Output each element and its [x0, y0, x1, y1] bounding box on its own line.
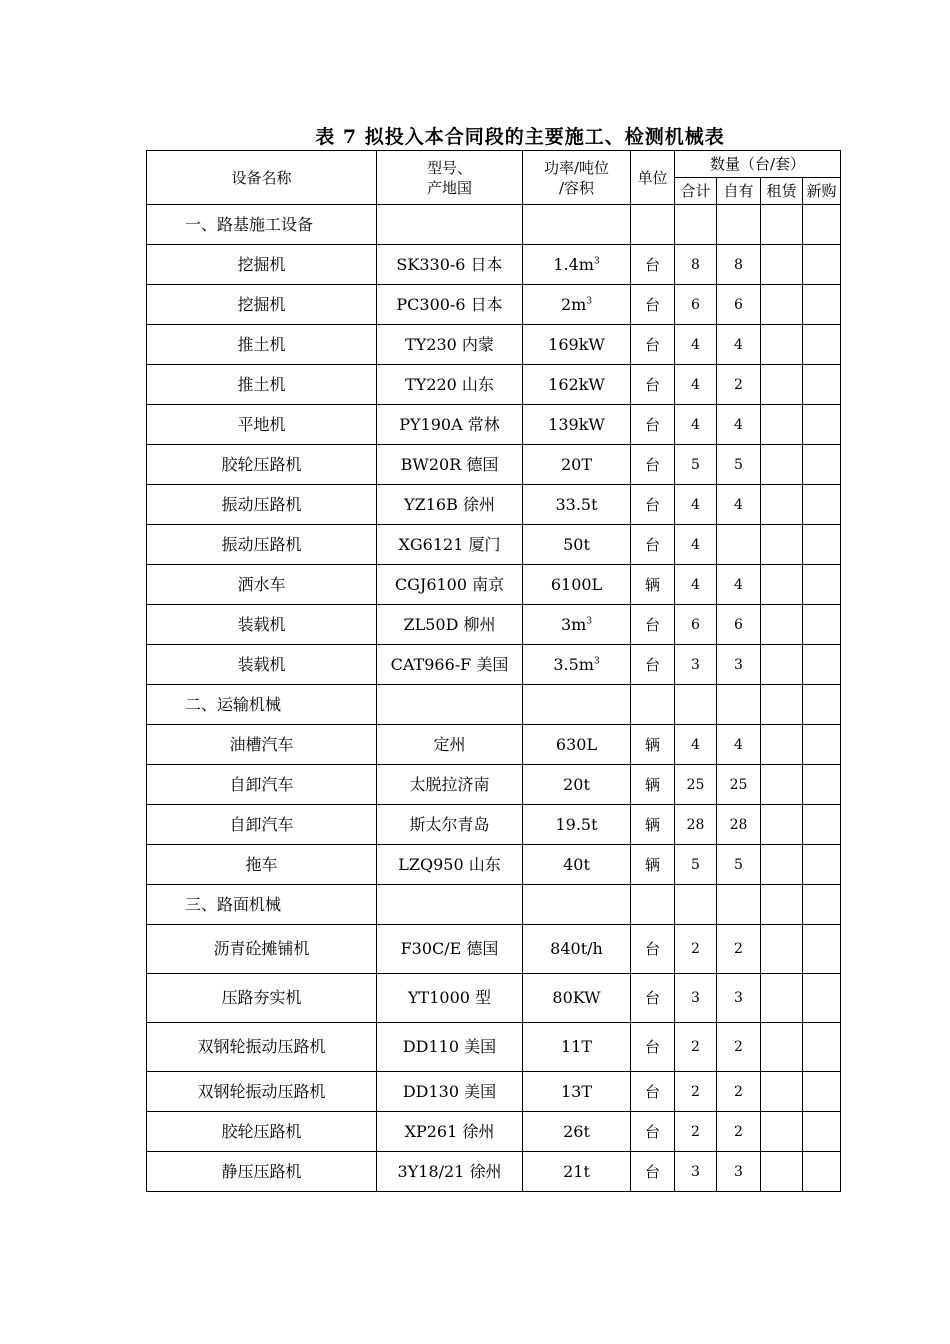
- cell-power: [523, 1152, 631, 1192]
- cell-total: 28: [675, 805, 717, 845]
- cell-name: 推土机: [147, 365, 377, 405]
- cell-new: [803, 605, 841, 645]
- cell-name: 压路夯实机: [147, 974, 377, 1023]
- power-value: 3.5m: [553, 654, 594, 674]
- cell-own: 4: [717, 725, 761, 765]
- cell-rent: [761, 925, 803, 974]
- cell-name: 静压压路机: [147, 1152, 377, 1192]
- cell-rent: [761, 1152, 803, 1192]
- cell-unit: 台: [631, 365, 675, 405]
- equipment-table: [146, 150, 841, 1192]
- power-exponent: 3: [593, 656, 600, 667]
- cell-model: CGJ6100 南京: [377, 565, 523, 605]
- cell-model: PY190A 常林: [377, 405, 523, 445]
- cell-new: [803, 445, 841, 485]
- section-row: [147, 685, 841, 725]
- cell-new: [803, 325, 841, 365]
- empty-cell: [717, 685, 761, 725]
- empty-cell: [523, 885, 631, 925]
- cell-own: 2: [717, 1112, 761, 1152]
- cell-new: [803, 485, 841, 525]
- header-power: 功率/吨位 /容积: [523, 151, 631, 205]
- cell-unit: 台: [631, 605, 675, 645]
- empty-cell: [523, 205, 631, 245]
- cell-new: [803, 1112, 841, 1152]
- cell-power: [523, 525, 631, 565]
- cell-own: 3: [717, 645, 761, 685]
- table-row: [147, 1112, 841, 1152]
- cell-power: [523, 485, 631, 525]
- cell-power: [523, 725, 631, 765]
- empty-cell: [377, 885, 523, 925]
- header-quantity: 数量（台/套）: [675, 151, 841, 178]
- table-row: [147, 605, 841, 645]
- cell-name: 振动压路机: [147, 525, 377, 565]
- cell-new: [803, 285, 841, 325]
- empty-cell: [631, 885, 675, 925]
- table-row: [147, 325, 841, 365]
- power-value: 2m: [560, 294, 587, 314]
- cell-model: DD130 美国: [377, 1072, 523, 1112]
- cell-name: 振动压路机: [147, 485, 377, 525]
- empty-cell: [675, 205, 717, 245]
- cell-power: [523, 1112, 631, 1152]
- cell-name: 挖掘机: [147, 245, 377, 285]
- cell-model: YZ16B 徐州: [377, 485, 523, 525]
- cell-total: 4: [675, 325, 717, 365]
- cell-rent: [761, 485, 803, 525]
- cell-new: [803, 845, 841, 885]
- cell-name: 胶轮压路机: [147, 1112, 377, 1152]
- cell-rent: [761, 445, 803, 485]
- table-row: [147, 405, 841, 445]
- cell-own: 4: [717, 405, 761, 445]
- table-row: [147, 525, 841, 565]
- cell-power: [523, 1023, 631, 1072]
- power-value: 21t: [563, 1161, 590, 1181]
- cell-model: TY220 山东: [377, 365, 523, 405]
- cell-total: 2: [675, 1023, 717, 1072]
- table-row: [147, 1152, 841, 1192]
- cell-total: 4: [675, 405, 717, 445]
- table-row: [147, 485, 841, 525]
- cell-unit: 台: [631, 1152, 675, 1192]
- cell-name: 双钢轮振动压路机: [147, 1072, 377, 1112]
- section-label: 二、运输机械: [147, 685, 377, 725]
- cell-name: 装载机: [147, 605, 377, 645]
- power-value: 33.5t: [555, 494, 598, 514]
- cell-unit: 台: [631, 1112, 675, 1152]
- power-value: 3m: [560, 614, 587, 634]
- cell-rent: [761, 1072, 803, 1112]
- cell-rent: [761, 605, 803, 645]
- empty-cell: [675, 885, 717, 925]
- empty-cell: [631, 205, 675, 245]
- cell-new: [803, 805, 841, 845]
- cell-power: [523, 925, 631, 974]
- power-value: 50t: [563, 534, 590, 554]
- cell-own: [717, 525, 761, 565]
- cell-rent: [761, 725, 803, 765]
- empty-cell: [631, 685, 675, 725]
- cell-rent: [761, 565, 803, 605]
- cell-own: 2: [717, 1072, 761, 1112]
- empty-cell: [761, 205, 803, 245]
- cell-total: 5: [675, 845, 717, 885]
- header-rent: 租赁: [761, 178, 803, 205]
- power-value: 20t: [563, 774, 590, 794]
- cell-unit: 台: [631, 445, 675, 485]
- table-row: [147, 1023, 841, 1072]
- empty-cell: [675, 685, 717, 725]
- cell-total: 4: [675, 565, 717, 605]
- cell-total: 4: [675, 365, 717, 405]
- cell-own: 3: [717, 974, 761, 1023]
- cell-own: 4: [717, 325, 761, 365]
- cell-rent: [761, 845, 803, 885]
- header-new: 新购: [803, 178, 841, 205]
- cell-power: [523, 845, 631, 885]
- cell-model: BW20R 德国: [377, 445, 523, 485]
- empty-cell: [761, 885, 803, 925]
- power-value: 11T: [560, 1037, 593, 1056]
- cell-name: 双钢轮振动压路机: [147, 1023, 377, 1072]
- cell-model: XP261 徐州: [377, 1112, 523, 1152]
- cell-name: 平地机: [147, 405, 377, 445]
- empty-cell: [717, 885, 761, 925]
- cell-rent: [761, 765, 803, 805]
- table-row: [147, 445, 841, 485]
- cell-unit: 辆: [631, 805, 675, 845]
- cell-power: [523, 645, 631, 685]
- cell-model: F30C/E 德国: [377, 925, 523, 974]
- cell-power: [523, 605, 631, 645]
- power-value: 6100L: [550, 574, 603, 594]
- empty-cell: [803, 205, 841, 245]
- cell-unit: 台: [631, 405, 675, 445]
- cell-new: [803, 405, 841, 445]
- cell-unit: 台: [631, 1072, 675, 1112]
- cell-unit: 辆: [631, 765, 675, 805]
- cell-new: [803, 725, 841, 765]
- cell-own: 5: [717, 445, 761, 485]
- table-row: [147, 645, 841, 685]
- cell-new: [803, 925, 841, 974]
- cell-rent: [761, 525, 803, 565]
- empty-cell: [717, 205, 761, 245]
- table-row: [147, 845, 841, 885]
- empty-cell: [523, 685, 631, 725]
- power-value: 1.4m: [553, 254, 594, 274]
- cell-model: LZQ950 山东: [377, 845, 523, 885]
- cell-total: 6: [675, 285, 717, 325]
- power-value: 630L: [555, 734, 598, 754]
- cell-own: 5: [717, 845, 761, 885]
- table-row: [147, 285, 841, 325]
- cell-own: 6: [717, 285, 761, 325]
- cell-total: 6: [675, 605, 717, 645]
- cell-rent: [761, 365, 803, 405]
- cell-unit: 辆: [631, 845, 675, 885]
- cell-total: 4: [675, 525, 717, 565]
- cell-name: 挖掘机: [147, 285, 377, 325]
- cell-unit: 台: [631, 925, 675, 974]
- cell-total: 8: [675, 245, 717, 285]
- table-row: [147, 245, 841, 285]
- power-value: 26t: [563, 1121, 590, 1141]
- cell-model: ZL50D 柳州: [377, 605, 523, 645]
- cell-unit: 台: [631, 645, 675, 685]
- cell-power: [523, 285, 631, 325]
- cell-model: 太脱拉济南: [377, 765, 523, 805]
- cell-total: 4: [675, 485, 717, 525]
- cell-total: 5: [675, 445, 717, 485]
- cell-power: [523, 365, 631, 405]
- power-value: 162kW: [548, 374, 605, 394]
- cell-own: 28: [717, 805, 761, 845]
- cell-total: 3: [675, 974, 717, 1023]
- cell-total: 2: [675, 925, 717, 974]
- cell-total: 3: [675, 1152, 717, 1192]
- cell-power: [523, 805, 631, 845]
- power-value: 840t/h: [550, 939, 603, 958]
- table-row: [147, 725, 841, 765]
- cell-total: 3: [675, 645, 717, 685]
- power-exponent: 3: [586, 616, 593, 627]
- power-value: 80KW: [552, 988, 601, 1007]
- table-row: [147, 805, 841, 845]
- cell-total: 25: [675, 765, 717, 805]
- header-total: 合计: [675, 178, 717, 205]
- cell-own: 4: [717, 485, 761, 525]
- cell-rent: [761, 325, 803, 365]
- cell-name: 洒水车: [147, 565, 377, 605]
- cell-power: [523, 325, 631, 365]
- cell-unit: 辆: [631, 725, 675, 765]
- header-unit: 单位: [631, 151, 675, 205]
- cell-name: 沥青砼摊铺机: [147, 925, 377, 974]
- cell-unit: 台: [631, 245, 675, 285]
- cell-model: YT1000 型: [377, 974, 523, 1023]
- cell-power: [523, 445, 631, 485]
- section-label: 一、路基施工设备: [147, 205, 377, 245]
- cell-rent: [761, 405, 803, 445]
- cell-model: SK330-6 日本: [377, 245, 523, 285]
- cell-name: 拖车: [147, 845, 377, 885]
- power-exponent: 3: [593, 256, 600, 267]
- cell-own: 3: [717, 1152, 761, 1192]
- cell-power: [523, 765, 631, 805]
- cell-name: 自卸汽车: [147, 765, 377, 805]
- section-label: 三、路面机械: [147, 885, 377, 925]
- table-row: [147, 1072, 841, 1112]
- cell-name: 自卸汽车: [147, 805, 377, 845]
- cell-new: [803, 565, 841, 605]
- empty-cell: [803, 685, 841, 725]
- power-exponent: 3: [586, 296, 593, 307]
- cell-power: [523, 245, 631, 285]
- cell-unit: 台: [631, 485, 675, 525]
- cell-power: [523, 405, 631, 445]
- power-value: 40t: [563, 854, 590, 874]
- table-row: [147, 925, 841, 974]
- cell-total: 2: [675, 1112, 717, 1152]
- cell-power: [523, 565, 631, 605]
- power-value: 139kW: [548, 414, 605, 434]
- header-own: 自有: [717, 178, 761, 205]
- cell-rent: [761, 285, 803, 325]
- cell-model: 斯太尔青岛: [377, 805, 523, 845]
- cell-name: 油槽汽车: [147, 725, 377, 765]
- table-row: [147, 365, 841, 405]
- cell-name: 装载机: [147, 645, 377, 685]
- power-value: 19.5t: [555, 814, 598, 834]
- cell-unit: 台: [631, 325, 675, 365]
- empty-cell: [803, 885, 841, 925]
- cell-total: 2: [675, 1072, 717, 1112]
- cell-own: 8: [717, 245, 761, 285]
- cell-model: 定州: [377, 725, 523, 765]
- cell-own: 2: [717, 925, 761, 974]
- cell-own: 4: [717, 565, 761, 605]
- cell-unit: 台: [631, 285, 675, 325]
- cell-rent: [761, 805, 803, 845]
- cell-power: [523, 1072, 631, 1112]
- table-row: [147, 974, 841, 1023]
- cell-own: 6: [717, 605, 761, 645]
- cell-rent: [761, 245, 803, 285]
- cell-name: 推土机: [147, 325, 377, 365]
- cell-model: PC300-6 日本: [377, 285, 523, 325]
- cell-own: 2: [717, 1023, 761, 1072]
- cell-model: DD110 美国: [377, 1023, 523, 1072]
- cell-new: [803, 525, 841, 565]
- cell-new: [803, 245, 841, 285]
- cell-model: XG6121 厦门: [377, 525, 523, 565]
- cell-rent: [761, 1112, 803, 1152]
- cell-model: 3Y18/21 徐州: [377, 1152, 523, 1192]
- empty-cell: [377, 685, 523, 725]
- cell-own: 2: [717, 365, 761, 405]
- empty-cell: [377, 205, 523, 245]
- cell-rent: [761, 974, 803, 1023]
- header-name: 设备名称: [147, 151, 377, 205]
- cell-new: [803, 1152, 841, 1192]
- cell-own: 25: [717, 765, 761, 805]
- cell-unit: 台: [631, 525, 675, 565]
- power-value: 20T: [560, 454, 593, 474]
- table-title: 表 7 拟投入本合同段的主要施工、检测机械表: [315, 126, 725, 148]
- cell-new: [803, 1072, 841, 1112]
- cell-new: [803, 1023, 841, 1072]
- cell-unit: 台: [631, 974, 675, 1023]
- power-value: 169kW: [548, 334, 605, 354]
- cell-new: [803, 765, 841, 805]
- section-row: [147, 205, 841, 245]
- table-row: [147, 765, 841, 805]
- cell-power: [523, 974, 631, 1023]
- cell-unit: 辆: [631, 565, 675, 605]
- empty-cell: [761, 685, 803, 725]
- cell-rent: [761, 1023, 803, 1072]
- cell-new: [803, 365, 841, 405]
- section-row: [147, 885, 841, 925]
- cell-new: [803, 974, 841, 1023]
- cell-name: 胶轮压路机: [147, 445, 377, 485]
- cell-model: CAT966-F 美国: [377, 645, 523, 685]
- cell-model: TY230 内蒙: [377, 325, 523, 365]
- cell-unit: 台: [631, 1023, 675, 1072]
- cell-total: 4: [675, 725, 717, 765]
- cell-new: [803, 645, 841, 685]
- header-model: 型号、 产地国: [377, 151, 523, 205]
- cell-rent: [761, 645, 803, 685]
- table-row: [147, 565, 841, 605]
- power-value: 13T: [560, 1081, 593, 1101]
